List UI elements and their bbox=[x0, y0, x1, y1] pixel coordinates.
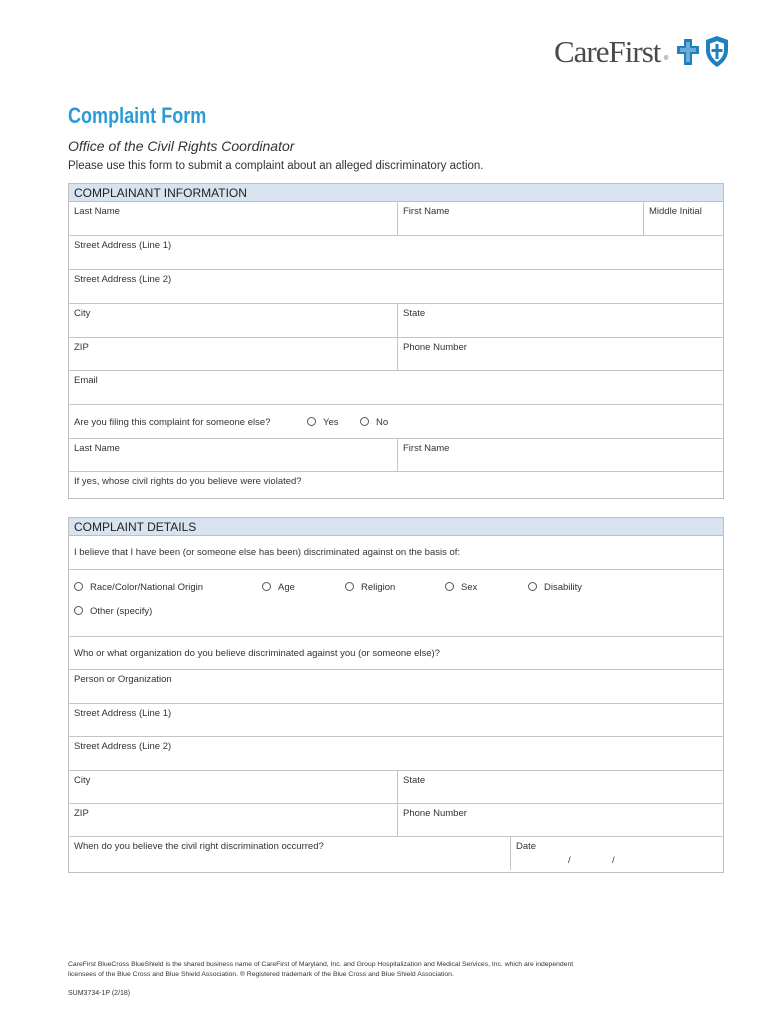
other-last-name-label: Last Name bbox=[74, 443, 120, 454]
city-field[interactable] bbox=[69, 304, 397, 337]
basis-options-row bbox=[69, 570, 723, 637]
org-zip-phone-row bbox=[69, 804, 723, 837]
org-phone-label: Phone Number bbox=[403, 808, 467, 819]
intro-text: Please use this form to submit a complaint about an alleged discriminatory action. bbox=[68, 160, 484, 172]
logo-wordmark: CareFirst bbox=[554, 34, 661, 69]
city-state-row bbox=[69, 304, 723, 338]
whose-rights-label: If yes, whose civil rights do you believe were violated? bbox=[74, 476, 302, 487]
date-label: Date bbox=[516, 841, 537, 852]
org-question-row bbox=[69, 637, 723, 670]
age-label: Age bbox=[278, 582, 295, 593]
yes-option[interactable] bbox=[307, 417, 339, 428]
yes-radio[interactable] bbox=[307, 417, 316, 426]
middle-initial-label: Middle Initial bbox=[649, 206, 702, 217]
when-row bbox=[69, 837, 723, 870]
email-row[interactable] bbox=[69, 371, 723, 405]
street2-row[interactable] bbox=[69, 270, 723, 304]
when-question-cell bbox=[69, 837, 510, 870]
religion-radio[interactable] bbox=[345, 582, 354, 591]
last-name-field[interactable] bbox=[69, 202, 397, 235]
phone-field[interactable] bbox=[397, 338, 723, 370]
yes-label: Yes bbox=[323, 417, 339, 428]
org-state-label: State bbox=[403, 775, 426, 786]
last-name-label: Last Name bbox=[74, 206, 120, 217]
date-separator-1: / bbox=[568, 855, 571, 866]
date-separator-2: / bbox=[612, 855, 615, 866]
form-code: SUM3734-1P (2/18) bbox=[68, 990, 131, 997]
disability-label: Disability bbox=[544, 582, 583, 593]
org-phone-field[interactable] bbox=[397, 804, 723, 836]
org-state-field[interactable] bbox=[397, 771, 723, 803]
blue-cross-icon bbox=[675, 37, 701, 67]
org-street1-label: Street Address (Line 1) bbox=[74, 708, 172, 719]
sex-radio[interactable] bbox=[445, 582, 454, 591]
person-org-label: Person or Organization bbox=[74, 674, 172, 685]
org-city-state-row bbox=[69, 771, 723, 804]
person-org-row[interactable] bbox=[69, 670, 723, 704]
filing-row bbox=[69, 405, 723, 439]
sex-label: Sex bbox=[461, 582, 478, 593]
carefirst-logo bbox=[554, 34, 732, 70]
whose-rights-row[interactable] bbox=[69, 472, 723, 499]
name-row bbox=[69, 202, 723, 236]
disability-radio[interactable] bbox=[528, 582, 537, 591]
page-subtitle: Office of the Civil Rights Coordinator bbox=[68, 138, 295, 154]
other-radio[interactable] bbox=[74, 606, 83, 615]
no-label: No bbox=[376, 417, 389, 428]
zip-field[interactable] bbox=[69, 338, 397, 370]
basis-question: I believe that I have been (or someone else has been) discriminated against on the basis of: bbox=[74, 547, 461, 558]
email-label: Email bbox=[74, 375, 98, 386]
date-field[interactable] bbox=[510, 837, 723, 870]
org-street1-row[interactable] bbox=[69, 704, 723, 737]
page-title: Complaint Form bbox=[68, 103, 207, 128]
complainant-heading: COMPLAINANT INFORMATION bbox=[69, 184, 723, 202]
disability-option[interactable] bbox=[528, 582, 582, 593]
footer-line-1: CareFirst BlueCross BlueShield is the shared business name of CareFirst of Maryland, Inc. and Group Hospitalization and Medical Services, Inc. which are independent bbox=[68, 961, 574, 968]
sex-option[interactable] bbox=[445, 582, 477, 593]
other-first-name-label: First Name bbox=[403, 443, 450, 454]
org-zip-label: ZIP bbox=[74, 808, 89, 819]
state-label: State bbox=[403, 308, 426, 319]
age-option[interactable] bbox=[262, 582, 295, 593]
org-city-label: City bbox=[74, 775, 91, 786]
no-option[interactable] bbox=[360, 417, 388, 428]
logo-registered-mark: ® bbox=[664, 56, 669, 62]
phone-label: Phone Number bbox=[403, 342, 467, 353]
other-first-name-field[interactable] bbox=[397, 439, 723, 471]
street1-label: Street Address (Line 1) bbox=[74, 240, 172, 251]
other-name-row bbox=[69, 439, 723, 472]
street2-label: Street Address (Line 2) bbox=[74, 274, 172, 285]
footer-line-2: licensees of the Blue Cross and Blue Shield Association. ® Registered trademark of the Blue Cross and Blue Shield Association. bbox=[68, 971, 454, 978]
first-name-field[interactable] bbox=[397, 202, 643, 235]
middle-initial-field[interactable] bbox=[643, 202, 723, 235]
religion-option[interactable] bbox=[345, 582, 395, 593]
org-street2-row[interactable] bbox=[69, 737, 723, 771]
zip-label: ZIP bbox=[74, 342, 89, 353]
race-label: Race/Color/National Origin bbox=[90, 582, 203, 593]
other-label: Other (specify) bbox=[90, 606, 153, 617]
when-question: When do you believe the civil right discrimination occurred? bbox=[74, 841, 324, 852]
other-last-name-field[interactable] bbox=[69, 439, 397, 471]
state-field[interactable] bbox=[397, 304, 723, 337]
age-radio[interactable] bbox=[262, 582, 271, 591]
city-label: City bbox=[74, 308, 91, 319]
filing-question: Are you filing this complaint for someone else? bbox=[74, 417, 271, 428]
org-city-field[interactable] bbox=[69, 771, 397, 803]
org-question: Who or what organization do you believe discriminated against you (or someone else)? bbox=[74, 648, 440, 659]
street1-row[interactable] bbox=[69, 236, 723, 270]
complainant-section bbox=[68, 183, 724, 499]
footer-disclaimer bbox=[68, 960, 628, 980]
zip-phone-row bbox=[69, 338, 723, 371]
race-radio[interactable] bbox=[74, 582, 83, 591]
no-radio[interactable] bbox=[360, 417, 369, 426]
first-name-label: First Name bbox=[403, 206, 450, 217]
org-street2-label: Street Address (Line 2) bbox=[74, 741, 172, 752]
blue-shield-icon bbox=[704, 35, 730, 68]
other-option[interactable] bbox=[74, 606, 152, 617]
race-option[interactable] bbox=[74, 582, 203, 593]
basis-question-row bbox=[69, 536, 723, 570]
details-section bbox=[68, 517, 724, 873]
religion-label: Religion bbox=[361, 582, 396, 593]
details-heading: COMPLAINT DETAILS bbox=[69, 518, 723, 536]
org-zip-field[interactable] bbox=[69, 804, 397, 836]
